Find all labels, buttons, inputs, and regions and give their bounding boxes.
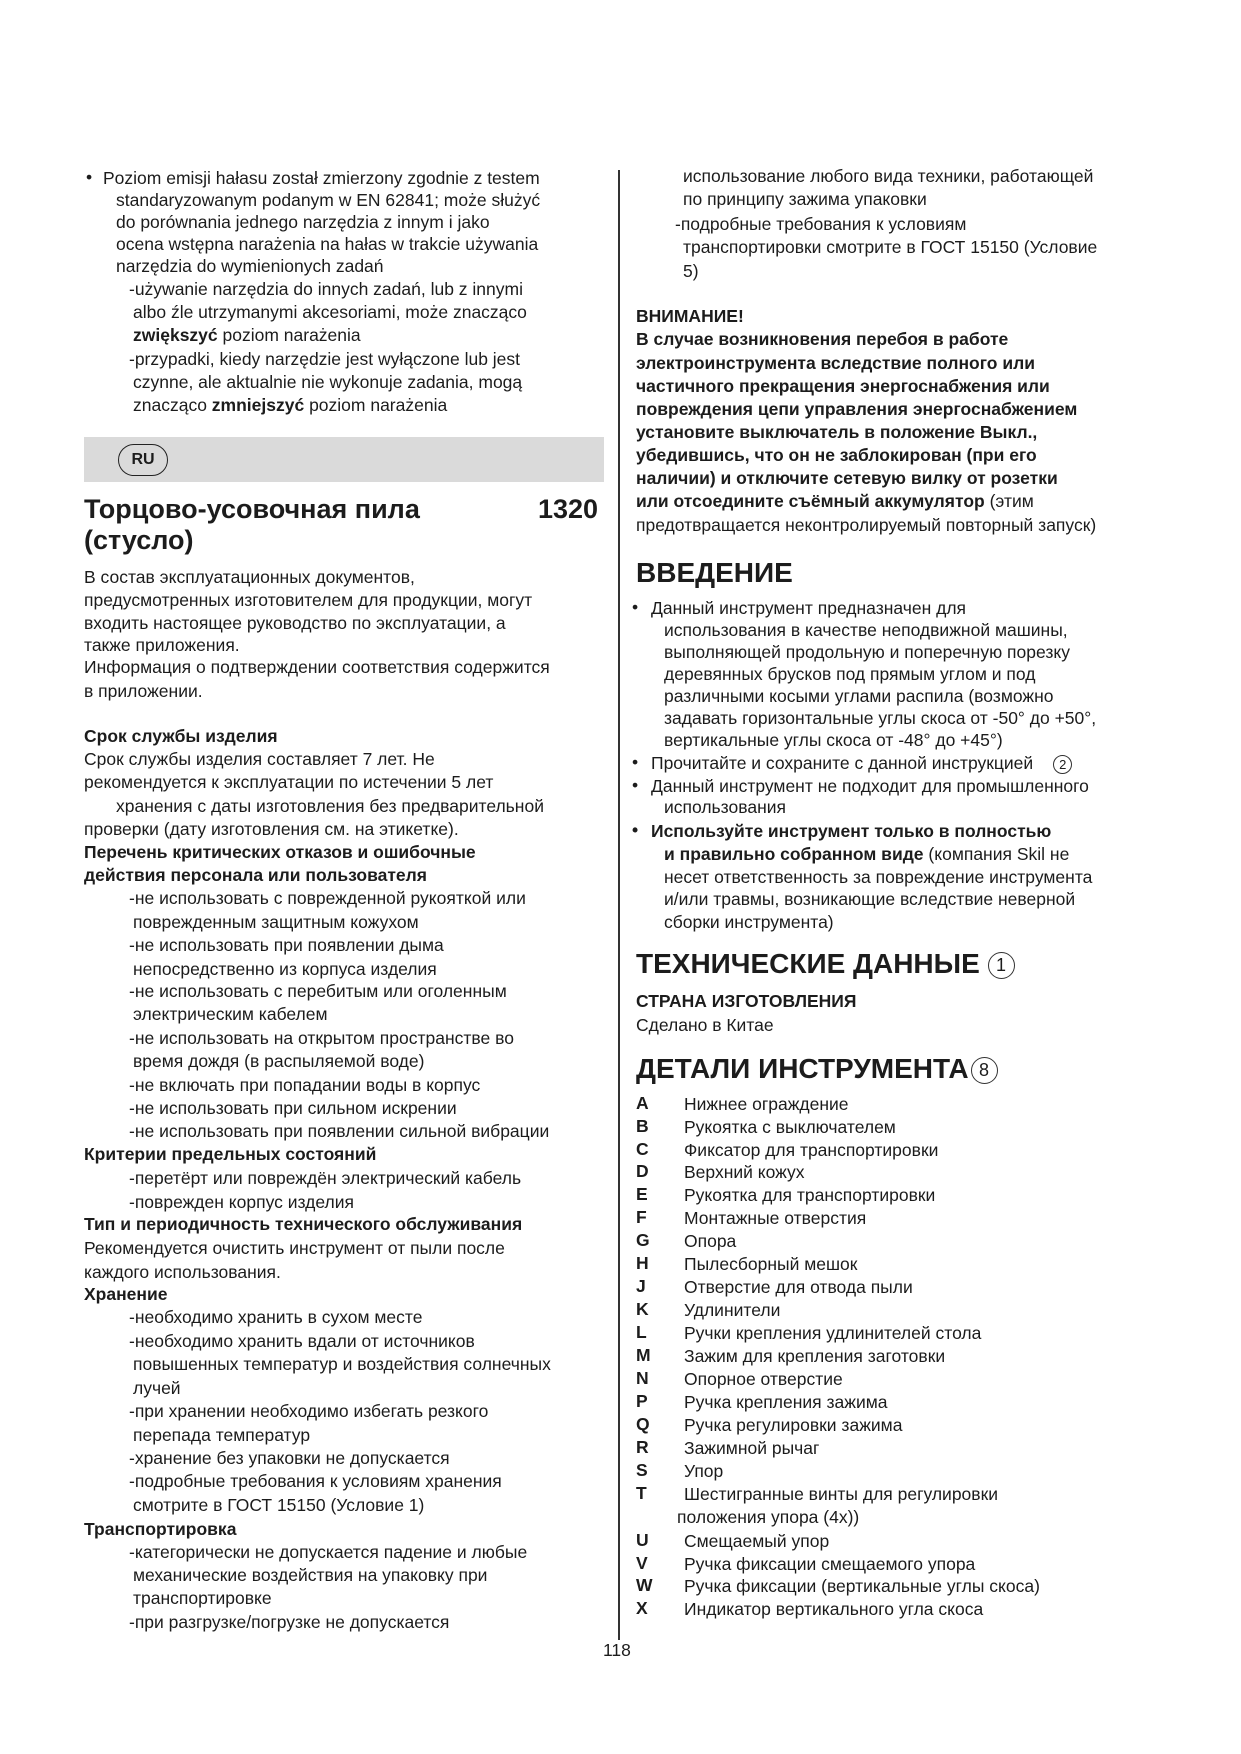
intro-line: предусмотренных изготовителем для продукции, могут xyxy=(84,590,533,610)
intro-bullet-line: и правильно собранном виде (компания Skil не xyxy=(664,844,1070,864)
part-letter: W xyxy=(636,1575,653,1595)
page-number: 118 xyxy=(603,1640,631,1660)
part-letter: M xyxy=(636,1345,651,1365)
part-letter: R xyxy=(636,1437,649,1457)
part-description: Зажим для крепления заготовки xyxy=(684,1346,946,1366)
part-description: Ручка крепления зажима xyxy=(684,1392,888,1412)
part-letter: Q xyxy=(636,1414,650,1434)
figure-8-ref-icon: 8 xyxy=(971,1057,998,1084)
storage-item: -при хранении необходимо избегать резкого xyxy=(129,1401,489,1421)
part-description: Пылесборный мешок xyxy=(684,1254,858,1274)
storage-item: повышенных температур и воздействия солнечных xyxy=(133,1354,551,1374)
part-description: положения упора (4x)) xyxy=(677,1507,860,1527)
part-letter: G xyxy=(636,1230,650,1250)
part-description: Верхний кожух xyxy=(684,1162,805,1182)
failure-item: время дождя (в распыляемой воде) xyxy=(133,1051,425,1071)
part-description: Нижнее ограждение xyxy=(684,1094,849,1114)
part-letter: E xyxy=(636,1184,648,1204)
page-title-line2: (стусло) xyxy=(84,525,194,555)
warning-line: повреждения цепи управления энергоснабжением xyxy=(636,399,1078,419)
warning-line: В случае возникновения перебоя в работе xyxy=(636,329,1009,349)
service-life-line: хранения с даты изготовления без предварительной xyxy=(116,796,544,816)
failure-item: -не использовать при сильном искрении xyxy=(129,1098,457,1118)
storage-item: перепада температур xyxy=(133,1425,311,1445)
part-description: Ручка фиксации смещаемого упора xyxy=(684,1554,976,1574)
model-number: 1320 xyxy=(538,494,599,524)
storage-item: -необходимо хранить в сухом месте xyxy=(129,1307,423,1327)
part-letter: T xyxy=(636,1483,647,1503)
failure-item: непосредственно из корпуса изделия xyxy=(133,959,437,979)
pl-sub-line: albo źle utrzymanymi akcesoriami, może znacząco xyxy=(133,302,527,322)
part-description: Рукоятка с выключателем xyxy=(684,1117,896,1137)
failure-item: электрическим кабелем xyxy=(133,1004,328,1024)
storage-heading: Хранение xyxy=(84,1284,168,1304)
part-description: Удлинители xyxy=(684,1300,781,1320)
intro-bullet-line: использования в качестве неподвижной машины, xyxy=(664,620,1068,640)
part-letter: X xyxy=(636,1598,648,1618)
failure-item: -не использовать на открытом пространстве во xyxy=(129,1028,514,1048)
figure-1-ref-icon: 1 xyxy=(988,952,1015,979)
part-letter: S xyxy=(636,1460,648,1480)
column-divider xyxy=(618,170,620,1640)
transport-heading: Транспортировка xyxy=(84,1519,237,1539)
service-life-line: рекомендуется к эксплуатации по истечении 5 лет xyxy=(84,772,494,792)
part-description: Фиксатор для транспортировки xyxy=(684,1140,939,1160)
part-letter: A xyxy=(636,1093,649,1113)
bullet-dot: • xyxy=(632,597,639,617)
part-description: Отверстие для отвода пыли xyxy=(684,1277,913,1297)
intro-bullet-line: деревянных брусков под прямым углом и под xyxy=(664,664,1036,684)
warning-line: частичного прекращения энергоснабжения или xyxy=(636,376,1050,396)
ru-language-badge: RU xyxy=(118,444,168,476)
part-letter: N xyxy=(636,1368,649,1388)
limits-heading: Критерии предельных состояний xyxy=(84,1144,377,1164)
transport-cont-line: транспортировки смотрите в ГОСТ 15150 (Условие xyxy=(683,237,1098,257)
maintenance-heading: Тип и периодичность технического обслуживания xyxy=(84,1214,523,1234)
tech-data-heading: ТЕХНИЧЕСКИЕ ДАННЫЕ 1 xyxy=(636,948,1015,980)
intro-bullet-line: использования xyxy=(664,797,786,817)
storage-item: -необходимо хранить вдали от источников xyxy=(129,1331,475,1351)
pl-sub-line: -używanie narzędzia do innych zadań, lub z innymi xyxy=(129,279,523,299)
pl-line: standaryzowanym podanym w EN 62841; może służyć xyxy=(116,190,541,210)
warning-line: убедившись, что он не заблокирован (при его xyxy=(636,445,1037,465)
intro-line: Информация о подтверждении соответствия содержится xyxy=(84,657,550,677)
transport-item: механические воздействия на упаковку при xyxy=(133,1565,488,1585)
country-heading: СТРАНА ИЗГОТОВЛЕНИЯ xyxy=(636,991,857,1011)
intro-bullet-line: задавать горизонтальные углы скоса от -50° до +50°, xyxy=(664,708,1097,728)
pl-line: narzędzia do wymienionych zadań xyxy=(116,256,384,276)
part-description: Ручка фиксации (вертикальные углы скоса) xyxy=(684,1576,1040,1596)
part-letter: H xyxy=(636,1253,649,1273)
pl-sub-line: czynne, ale aktualnie nie wykonuje zadania, mogą xyxy=(133,372,523,392)
part-description: Опора xyxy=(684,1231,737,1251)
failure-item: -не использовать с перебитым или оголенным xyxy=(129,981,507,1001)
intro-line: В состав эксплуатационных документов, xyxy=(84,567,415,587)
limit-item: -поврежден корпус изделия xyxy=(129,1192,354,1212)
warning-line: установите выключатель в положение Выкл., xyxy=(636,422,1038,442)
figure-2-ref-icon: 2 xyxy=(1053,755,1072,774)
failure-item: поврежденным защитным кожухом xyxy=(133,912,419,932)
failures-heading-line2: действия персонала или пользователя xyxy=(84,865,427,885)
intro-bullet-line: Прочитайте и сохраните с данной инструкцией 2 xyxy=(651,752,1072,774)
storage-item: -подробные требования к условиям хранения xyxy=(129,1471,502,1491)
pl-line: Poziom emisji hałasu został zmierzony zgodnie z testem xyxy=(103,168,540,188)
maintenance-line: Рекомендуется очистить инструмент от пыли после xyxy=(84,1238,505,1258)
part-description: Шестигранные винты для регулировки xyxy=(684,1484,999,1504)
part-letter: D xyxy=(636,1161,649,1181)
part-description: Упор xyxy=(684,1461,724,1481)
transport-cont-line: -подробные требования к условиям xyxy=(675,214,967,234)
part-letter: F xyxy=(636,1207,647,1227)
failures-heading: Перечень критических отказов и ошибочные xyxy=(84,842,476,862)
failure-item: -не включать при попадании воды в корпус xyxy=(129,1075,481,1095)
part-description: Смещаемый упор xyxy=(684,1531,830,1551)
part-description: Рукоятка для транспортировки xyxy=(684,1185,936,1205)
warning-heading: ВНИМАНИЕ! xyxy=(636,306,744,326)
pl-line: do porównania jednego narzędzia z innym i jako xyxy=(116,212,490,232)
intro-bullet-line: сборки инструмента) xyxy=(664,912,834,932)
bullet-dot: • xyxy=(632,775,639,795)
parts-heading: ДЕТАЛИ ИНСТРУМЕНТА 8 xyxy=(636,1053,998,1085)
pl-sub-line: -przypadki, kiedy narzędzie jest wyłączone lub jest xyxy=(129,349,521,369)
failure-item: -не использовать при появлении сильной вибрации xyxy=(129,1121,550,1141)
part-letter: J xyxy=(636,1276,646,1296)
pl-sub-line: znacząco zmniejszyć poziom narażenia xyxy=(133,395,448,415)
transport-item: -категорически не допускается падение и любые xyxy=(129,1542,528,1562)
part-letter: K xyxy=(636,1299,649,1319)
country-value: Сделано в Китае xyxy=(636,1015,774,1035)
page-title: Торцово-усовочная пила xyxy=(84,494,420,524)
part-letter: U xyxy=(636,1530,649,1550)
transport-item: -при разгрузке/погрузке не допускается xyxy=(129,1612,450,1632)
pl-line: ocena wstępna narażenia na hałas w trakcie używania xyxy=(116,234,539,254)
part-description: Опорное отверстие xyxy=(684,1369,843,1389)
failure-item: -не использовать с поврежденной рукояткой или xyxy=(129,888,526,908)
service-life-heading: Срок службы изделия xyxy=(84,726,278,746)
part-letter: C xyxy=(636,1139,649,1159)
intro-bullet-line: различными косыми углами распила (возможно xyxy=(664,686,1054,706)
intro-section-heading: ВВЕДЕНИЕ xyxy=(636,557,793,588)
service-life-line: проверки (дату изготовления см. на этикетке). xyxy=(84,819,459,839)
part-description: Зажимной рычаг xyxy=(684,1438,820,1458)
maintenance-line: каждого использования. xyxy=(84,1262,281,1282)
intro-bullet-line: Данный инструмент предназначен для xyxy=(651,598,967,618)
intro-bullet-line: несет ответственность за повреждение инструмента xyxy=(664,867,1093,887)
storage-item: -хранение без упаковки не допускается xyxy=(129,1448,450,1468)
failure-item: -не использовать при появлении дыма xyxy=(129,935,444,955)
limit-item: -перетёрт или повреждён электрический кабель xyxy=(129,1168,522,1188)
part-letter: L xyxy=(636,1322,647,1342)
part-letter: P xyxy=(636,1391,648,1411)
part-description: Монтажные отверстия xyxy=(684,1208,867,1228)
part-letter: B xyxy=(636,1116,649,1136)
bullet-dot: • xyxy=(86,167,93,187)
transport-item: транспортировке xyxy=(133,1588,272,1608)
warning-line: наличии) и отключите сетевую вилку от розетки xyxy=(636,468,1058,488)
warning-line: электроинструмента вследствие полного или xyxy=(636,353,1035,373)
transport-cont-line: использование любого вида техники, работающей xyxy=(683,166,1094,186)
part-letter: V xyxy=(636,1553,648,1573)
warning-line: или отсоедините съёмный аккумулятор (этим xyxy=(636,491,1034,511)
part-description: Индикатор вертикального угла скоса xyxy=(684,1599,984,1619)
intro-line: в приложении. xyxy=(84,681,203,701)
part-description: Ручка регулировки зажима xyxy=(684,1415,903,1435)
transport-cont-line: 5) xyxy=(683,261,699,281)
intro-bullet-line: и/или травмы, возникающие вследствие неверной xyxy=(664,889,1076,909)
intro-bullet-line: вертикальные углы скоса от -48° до +45°) xyxy=(664,730,1003,750)
intro-line: также приложения. xyxy=(84,635,240,655)
storage-item: смотрите в ГОСТ 15150 (Условие 1) xyxy=(133,1495,425,1515)
storage-item: лучей xyxy=(133,1378,181,1398)
service-life-line: Срок службы изделия составляет 7 лет. Не xyxy=(84,749,435,769)
bullet-dot: • xyxy=(632,820,639,840)
pl-sub-line: zwiększyć poziom narażenia xyxy=(133,325,361,345)
warning-line: предотвращается неконтролируемый повторный запуск) xyxy=(636,515,1097,535)
transport-cont-line: по принципу зажима упаковки xyxy=(683,189,927,209)
intro-bullet-line: выполняющей продольную и поперечную порезку xyxy=(664,642,1070,662)
intro-line: входить настоящее руководство по эксплуатации, а xyxy=(84,613,506,633)
bullet-dot: • xyxy=(632,752,639,772)
intro-bullet-line: Данный инструмент не подходит для промышленного xyxy=(651,776,1089,796)
part-description: Ручки крепления удлинителей стола xyxy=(684,1323,982,1343)
intro-bullet-line: Используйте инструмент только в полностью xyxy=(651,821,1052,841)
